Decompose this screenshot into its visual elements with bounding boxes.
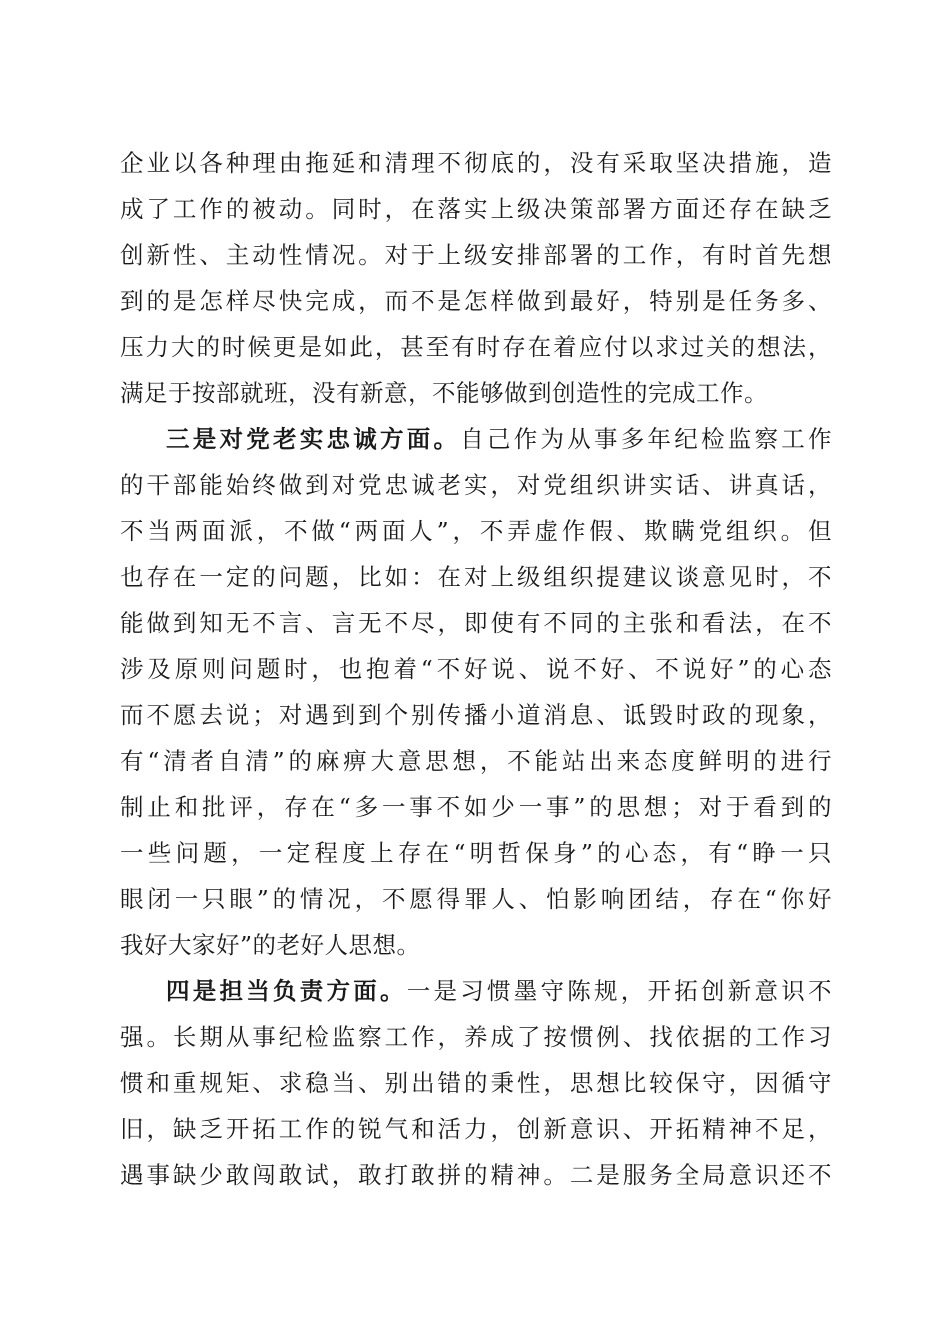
text-line: 能做到知无不言、言无不尽，即使有不同的主张和看法，在不 [120,609,832,637]
text-line: 有“清者自清”的麻痹大意思想，不能站出来态度鲜明的进行 [120,747,832,775]
text-line: 也存在一定的问题，比如：在对上级组织提建议谈意见时，不 [120,563,832,591]
section-heading: 三是对党老实忠诚方面。 [166,425,461,453]
text-line: 制止和批评，存在“多一事不如少一事”的思想；对于看到的 [120,793,832,821]
text-line: 涉及原则问题时，也抱着“不好说、说不好、不说好”的心态 [120,655,832,683]
text-line: 成了工作的被动。同时，在落实上级决策部署方面还存在缺乏 [120,195,832,223]
section-heading: 四是担当负责方面。 [166,977,407,1005]
section-heading-line [166,971,832,1011]
text-line: 一些问题，一定程度上存在“明哲保身”的心态，有“睁一只 [120,839,832,867]
text-line: 到的是怎样尽快完成，而不是怎样做到最好，特别是任务多、 [120,287,832,315]
text-line: 惯和重规矩、求稳当、别出错的秉性，思想比较保守，因循守 [120,1069,832,1097]
section-heading-continuation: 自己作为从事多年纪检监察工作 [460,425,832,453]
text-line: 眼闭一只眼”的情况，不愿得罪人、怕影响团结，存在“你好 [120,885,832,913]
text-line: 强。长期从事纪检监察工作，养成了按惯例、找依据的工作习 [120,1023,832,1051]
text-line: 企业以各种理由拖延和清理不彻底的，没有采取坚决措施，造 [120,149,832,177]
text-line: 压力大的时候更是如此，甚至有时存在着应付以求过关的想法， [120,333,832,361]
text-line: 满足于按部就班，没有新意，不能够做到创造性的完成工作。 [120,379,768,407]
section-heading-continuation: 一是习惯墨守陈规，开拓创新意识不 [406,977,832,1005]
section-heading-line [166,419,832,459]
text-line: 而不愿去说；对遇到到个别传播小道消息、诋毁时政的现象， [120,701,832,729]
text-line: 创新性、主动性情况。对于上级安排部署的工作，有时首先想 [120,241,832,269]
text-line: 不当两面派，不做“两面人”，不弄虚作假、欺瞒党组织。但 [120,517,832,545]
text-line: 我好大家好”的老好人思想。 [120,931,421,959]
text-line: 旧，缺乏开拓工作的锐气和活力，创新意识、开拓精神不足， [120,1115,832,1143]
text-line: 遇事缺少敢闯敢试，敢打敢拼的精神。二是服务全局意识还不 [120,1161,832,1189]
text-line: 的干部能始终做到对党忠诚老实，对党组织讲实话、讲真话， [120,471,832,499]
